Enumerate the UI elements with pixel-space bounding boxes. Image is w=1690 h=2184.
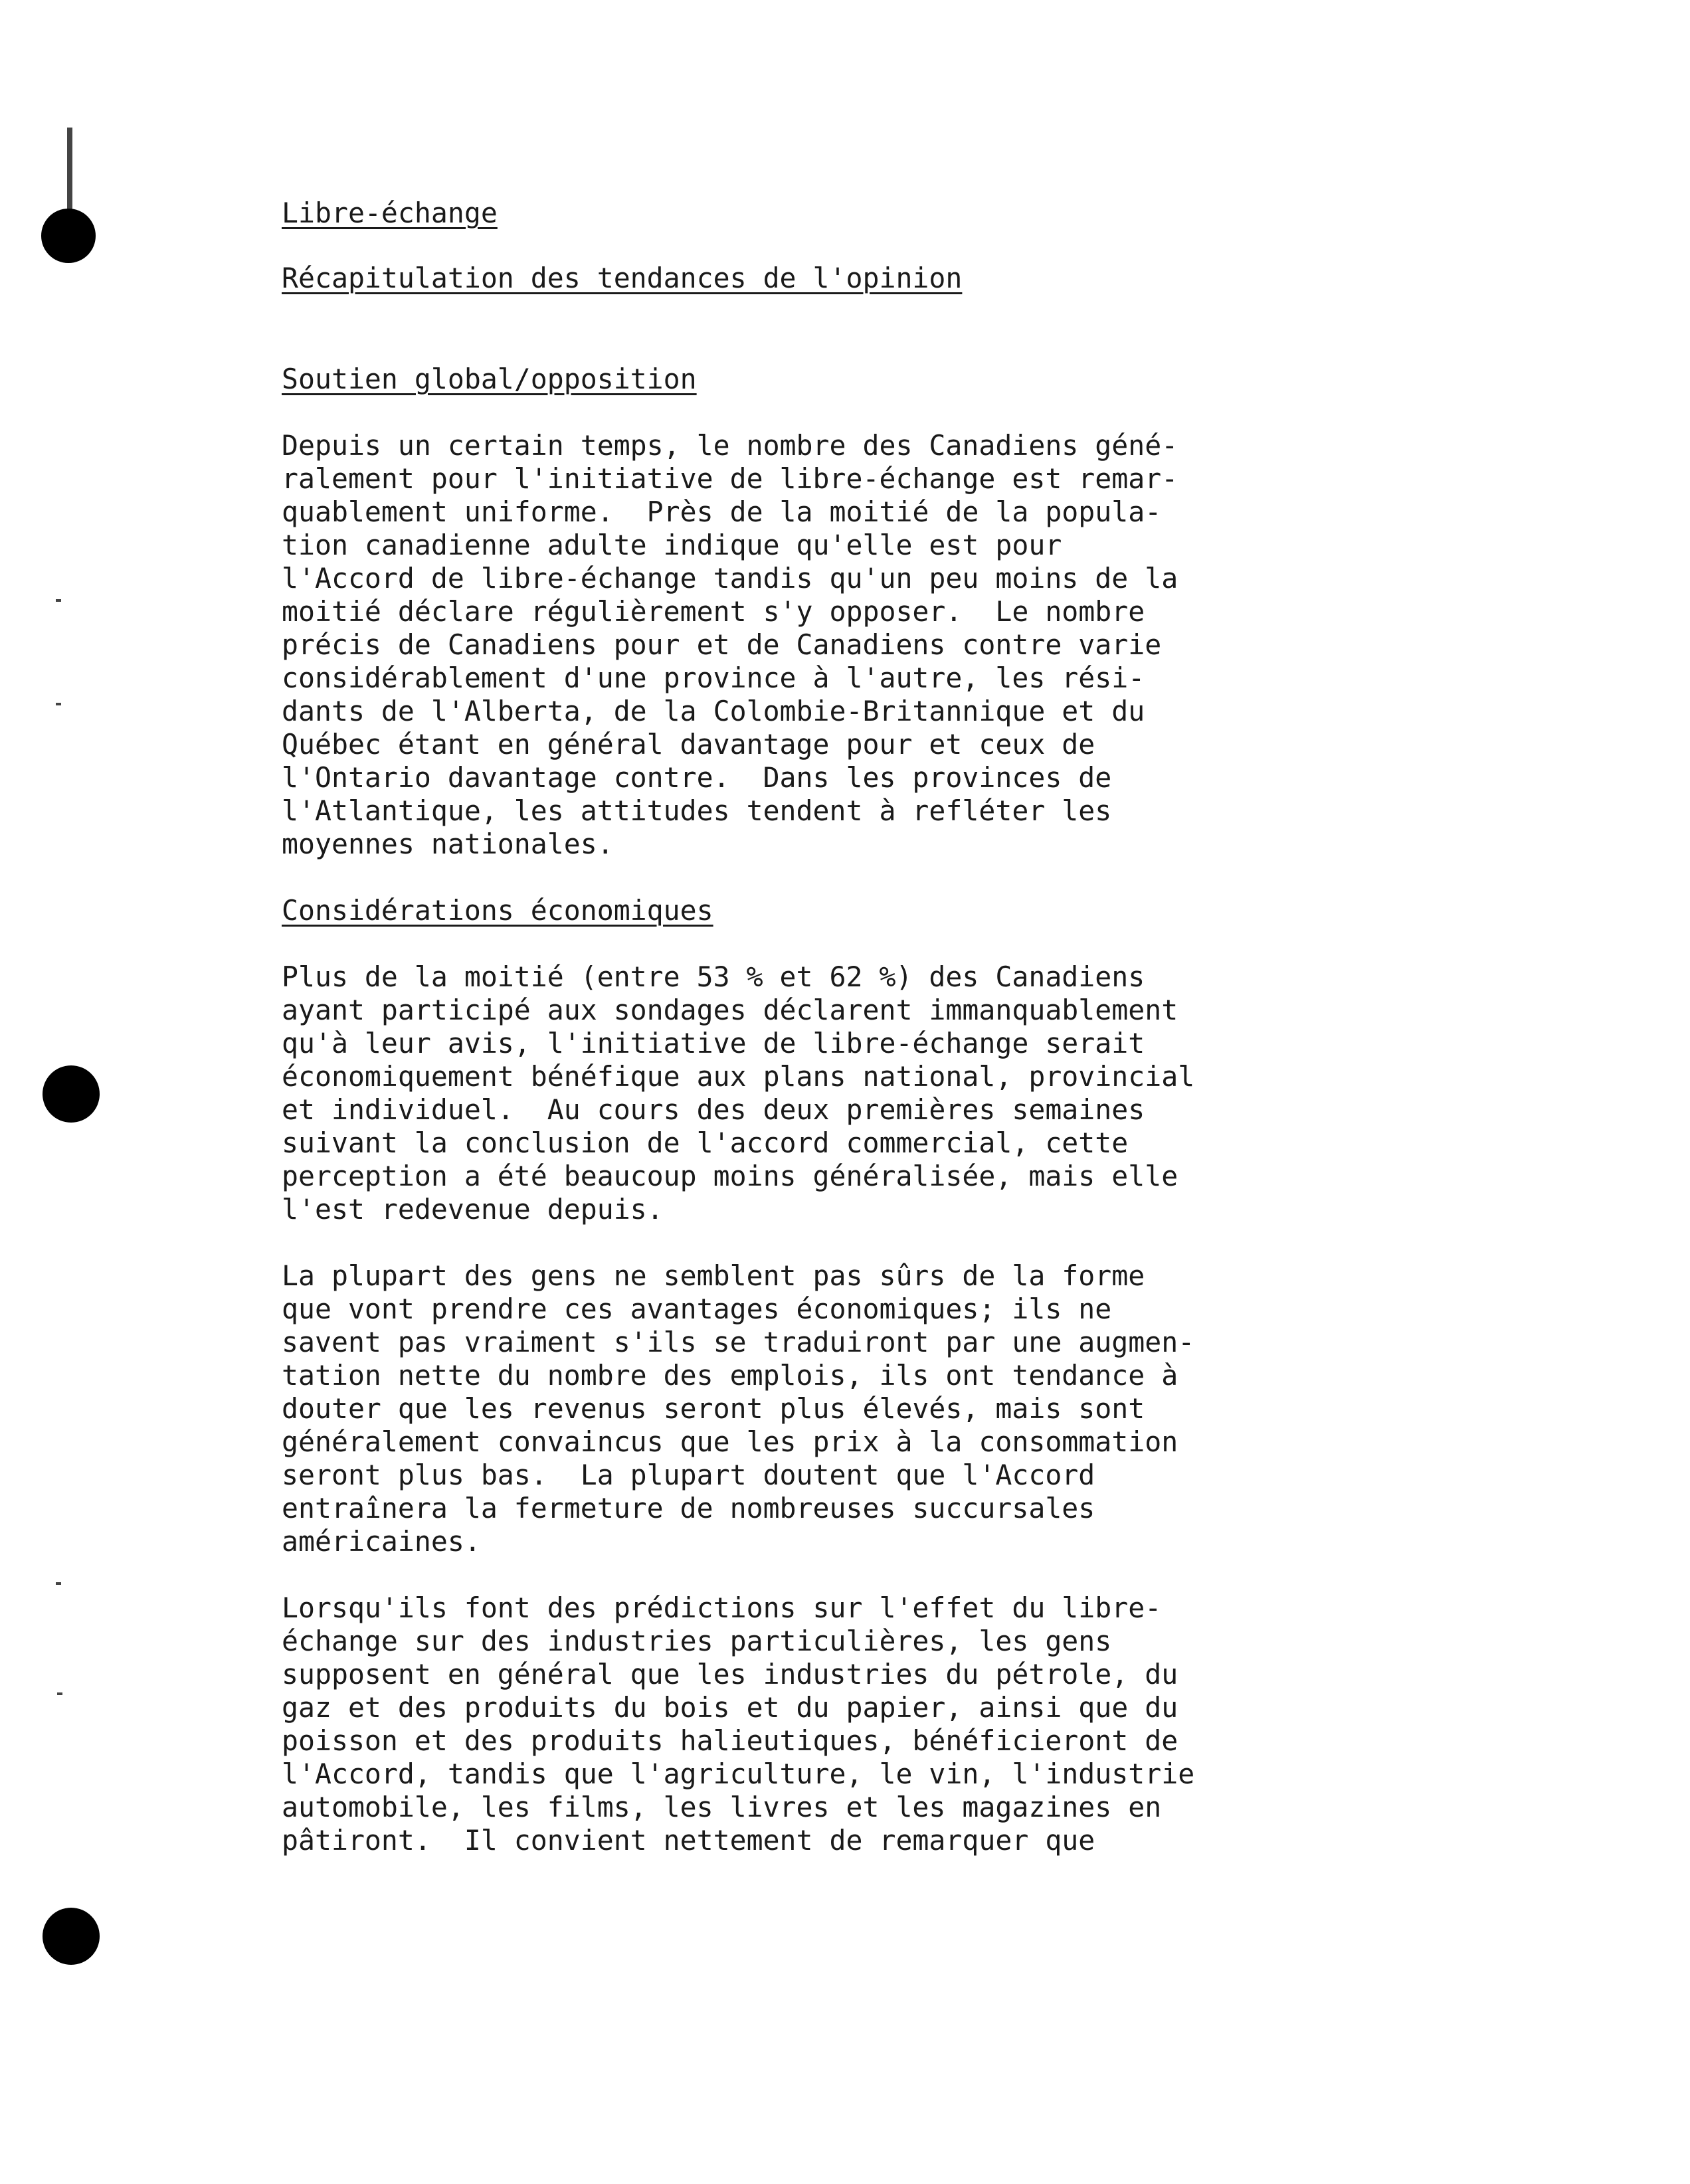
document-title: Libre-échange [282, 197, 498, 229]
text-line: précis de Canadiens pour et de Canadiens contre varie [282, 628, 1162, 661]
text-line: Lorsqu'ils font des prédictions sur l'effet du libre- [282, 1592, 1162, 1624]
section-heading-support-opposition: Soutien global/opposition [282, 363, 697, 395]
margin-tick [56, 703, 61, 705]
section-heading-economic: Considérations économiques [282, 894, 713, 927]
paragraph-economic-1 [282, 960, 1194, 1226]
text-line: quablement uniforme. Près de la moitié de la popula- [282, 496, 1162, 528]
text-line: Plus de la moitié (entre 53 % et 62 %) des Canadiens [282, 960, 1145, 993]
text-line: considérablement d'une province à l'autre, les rési- [282, 662, 1145, 694]
text-line: l'Accord, tandis que l'agriculture, le vin, l'industrie [282, 1758, 1195, 1790]
text-line: poisson et des produits halieutiques, bénéficieront de [282, 1724, 1178, 1757]
text-line: économiquement bénéfique aux plans national, provincial [282, 1060, 1195, 1093]
text-line: et individuel. Au cours des deux premières semaines [282, 1093, 1145, 1126]
text-line: l'est redevenue depuis. [282, 1193, 664, 1226]
text-line: généralement convaincus que les prix à la consommation [282, 1425, 1178, 1458]
text-line: tion canadienne adulte indique qu'elle est pour [282, 529, 1062, 561]
text-line: l'Ontario davantage contre. Dans les provinces de [282, 761, 1112, 794]
text-line: automobile, les films, les livres et les magazines en [282, 1791, 1162, 1823]
text-line: entraînera la fermeture de nombreuses succursales [282, 1492, 1095, 1524]
text-line: douter que les revenus seront plus élevés, mais sont [282, 1392, 1145, 1425]
paragraph-economic-3 [282, 1592, 1194, 1857]
margin-tick [56, 1582, 61, 1585]
text-line: suivant la conclusion de l'accord commercial, cette [282, 1127, 1129, 1159]
text-line: ralement pour l'initiative de libre-échange est remar- [282, 462, 1178, 495]
text-line: ayant participé aux sondages déclarent immanquablement [282, 994, 1178, 1026]
text-line: l'Accord de libre-échange tandis qu'un peu moins de la [282, 562, 1178, 594]
text-line: qu'à leur avis, l'initiative de libre-échange serait [282, 1027, 1145, 1059]
paragraph-economic-2 [282, 1259, 1194, 1558]
text-line: supposent en général que les industries du pétrole, du [282, 1658, 1178, 1690]
binder-hole-bottom [43, 1908, 100, 1965]
text-line: dants de l'Alberta, de la Colombie-Britannique et du [282, 695, 1145, 727]
text-line: Québec étant en général davantage pour et ceux de [282, 728, 1095, 761]
text-line: tation nette du nombre des emplois, ils ont tendance à [282, 1359, 1178, 1392]
text-line: moyennes nationales. [282, 828, 614, 860]
paragraph-support-opposition [282, 429, 1178, 861]
text-line: La plupart des gens ne semblent pas sûrs de la forme [282, 1259, 1145, 1292]
text-line: Depuis un certain temps, le nombre des Canadiens géné- [282, 429, 1178, 462]
text-line: pâtiront. Il convient nettement de remarquer que [282, 1824, 1095, 1857]
text-line: savent pas vraiment s'ils se traduiront par une augmen- [282, 1326, 1195, 1358]
text-line: l'Atlantique, les attitudes tendent à refléter les [282, 794, 1112, 827]
margin-tick [56, 599, 61, 602]
binder-hole-top [41, 209, 96, 263]
binder-hole-middle [43, 1065, 100, 1123]
text-line: moitié déclare régulièrement s'y opposer. Le nombre [282, 595, 1145, 628]
text-line: gaz et des produits du bois et du papier, ainsi que du [282, 1691, 1178, 1724]
text-line: américaines. [282, 1525, 481, 1558]
text-line: échange sur des industries particulières, les gens [282, 1625, 1112, 1657]
document-subtitle: Récapitulation des tendances de l'opinion [282, 262, 963, 294]
text-line: perception a été beaucoup moins généralisée, mais elle [282, 1160, 1178, 1192]
margin-tick [57, 1692, 62, 1695]
text-line: que vont prendre ces avantages économiques; ils ne [282, 1293, 1112, 1325]
text-line: seront plus bas. La plupart doutent que l'Accord [282, 1459, 1095, 1491]
binder-hole-tail [67, 128, 72, 221]
